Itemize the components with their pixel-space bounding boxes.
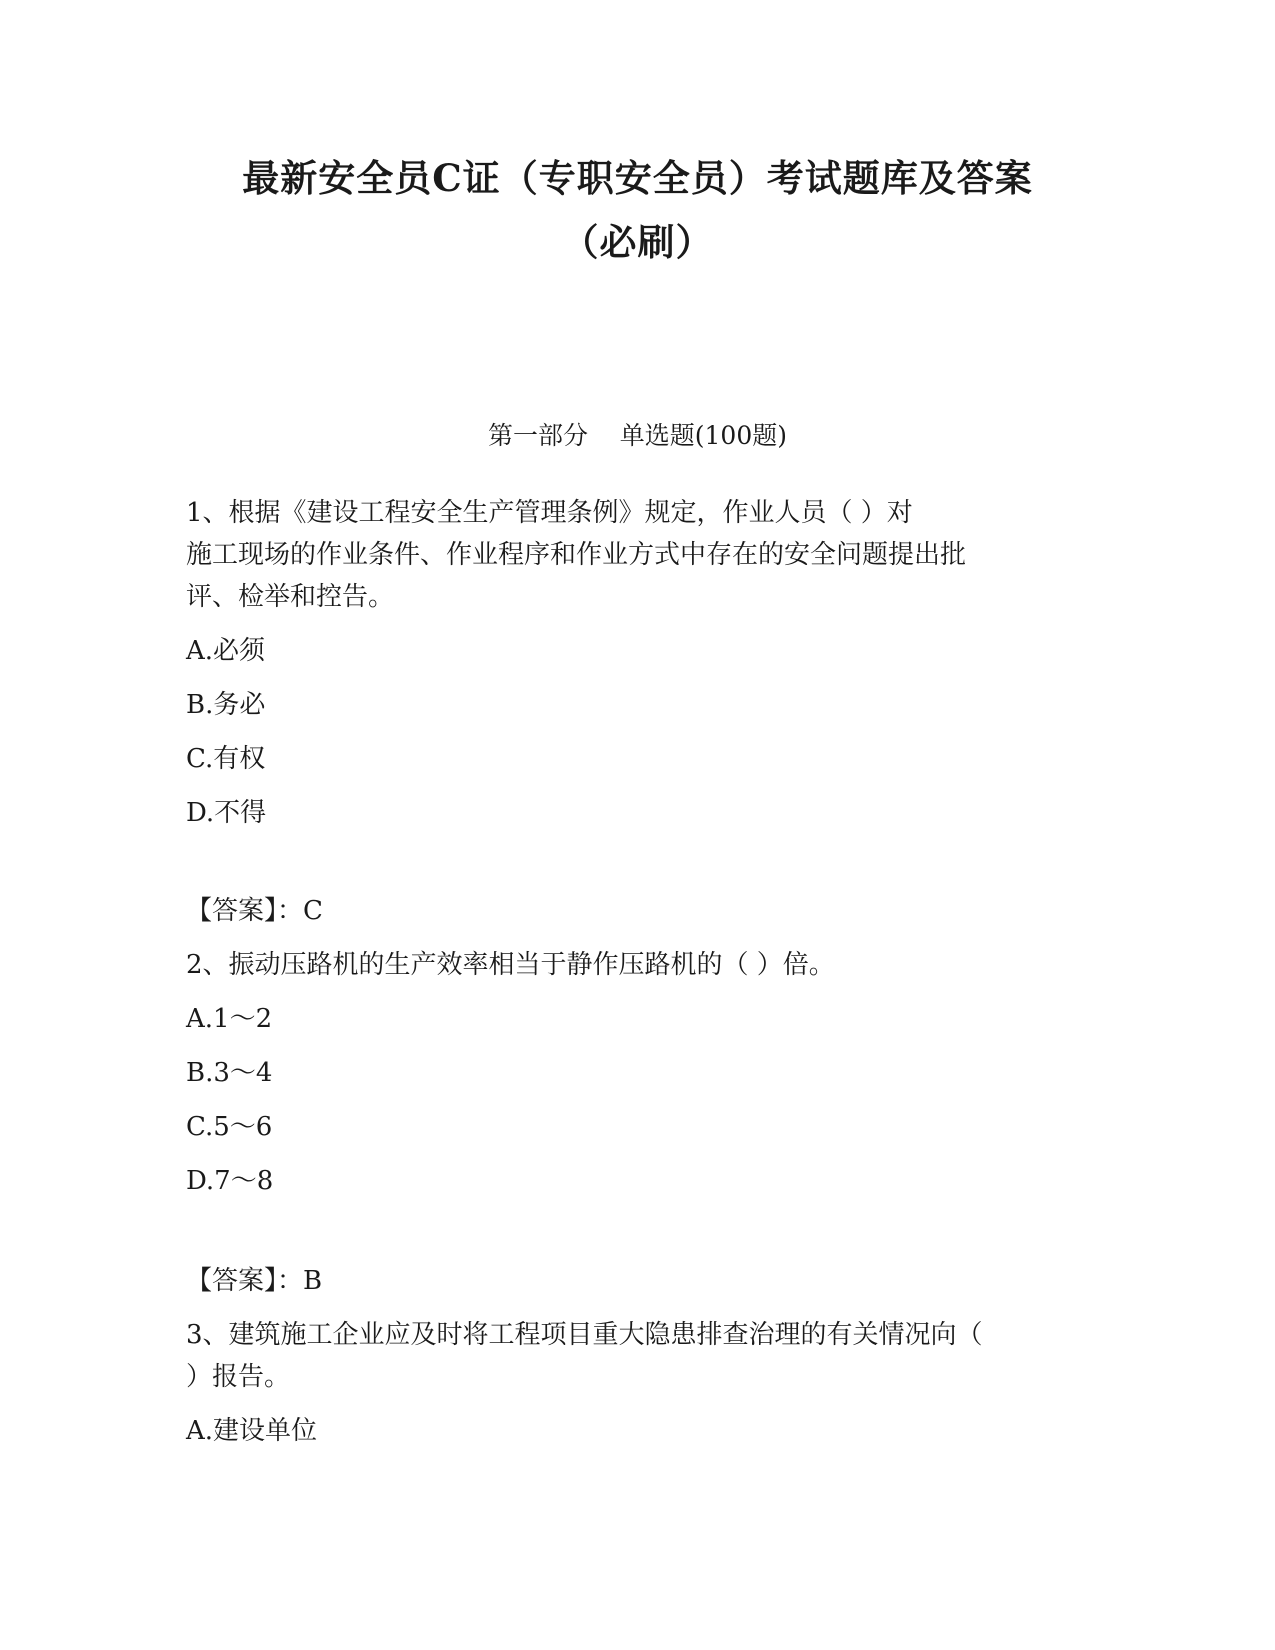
document-title-line-2: （必刷） [561, 220, 714, 264]
question-2-option-a: A.1～2 [186, 1004, 273, 1034]
question-2-option-c: C.5～6 [186, 1112, 273, 1142]
question-1-option-c: C.有权 [186, 744, 266, 774]
question-1-option-d: D.不得 [186, 798, 267, 828]
question-1-option-b: B.务必 [186, 690, 266, 720]
question-1-answer: 【答案】：C [186, 896, 323, 926]
question-2-option-d: D.7～8 [186, 1166, 274, 1196]
question-2-option-b: B.3～4 [186, 1058, 273, 1088]
question-2-stem-line-1: 2、振动压路机的生产效率相当于静作压路机的（ ）倍。 [186, 950, 835, 980]
question-1-stem-line-2: 施工现场的作业条件、作业程序和作业方式中存在的安全问题提出批 [186, 540, 967, 570]
question-2-answer: 【答案】：B [186, 1266, 323, 1296]
question-3-stem-line-1: 3、建筑施工企业应及时将工程项目重大隐患排查治理的有关情况向（ [186, 1320, 983, 1350]
question-1-stem-line-1: 1、根据《建设工程安全生产管理条例》规定，作业人员（ ）对 [186, 498, 913, 528]
question-1-stem-line-3: 评、检举和控告。 [186, 582, 395, 612]
question-3-option-a: A.建设单位 [186, 1416, 318, 1446]
question-3-stem-line-2: ）报告。 [186, 1362, 291, 1392]
question-1-option-a: A.必须 [186, 636, 266, 666]
document-title-line-1: 最新安全员C证（专职安全员）考试题库及答案 [242, 156, 1033, 200]
section-heading: 第一部分 单选题(100题) [487, 421, 787, 450]
